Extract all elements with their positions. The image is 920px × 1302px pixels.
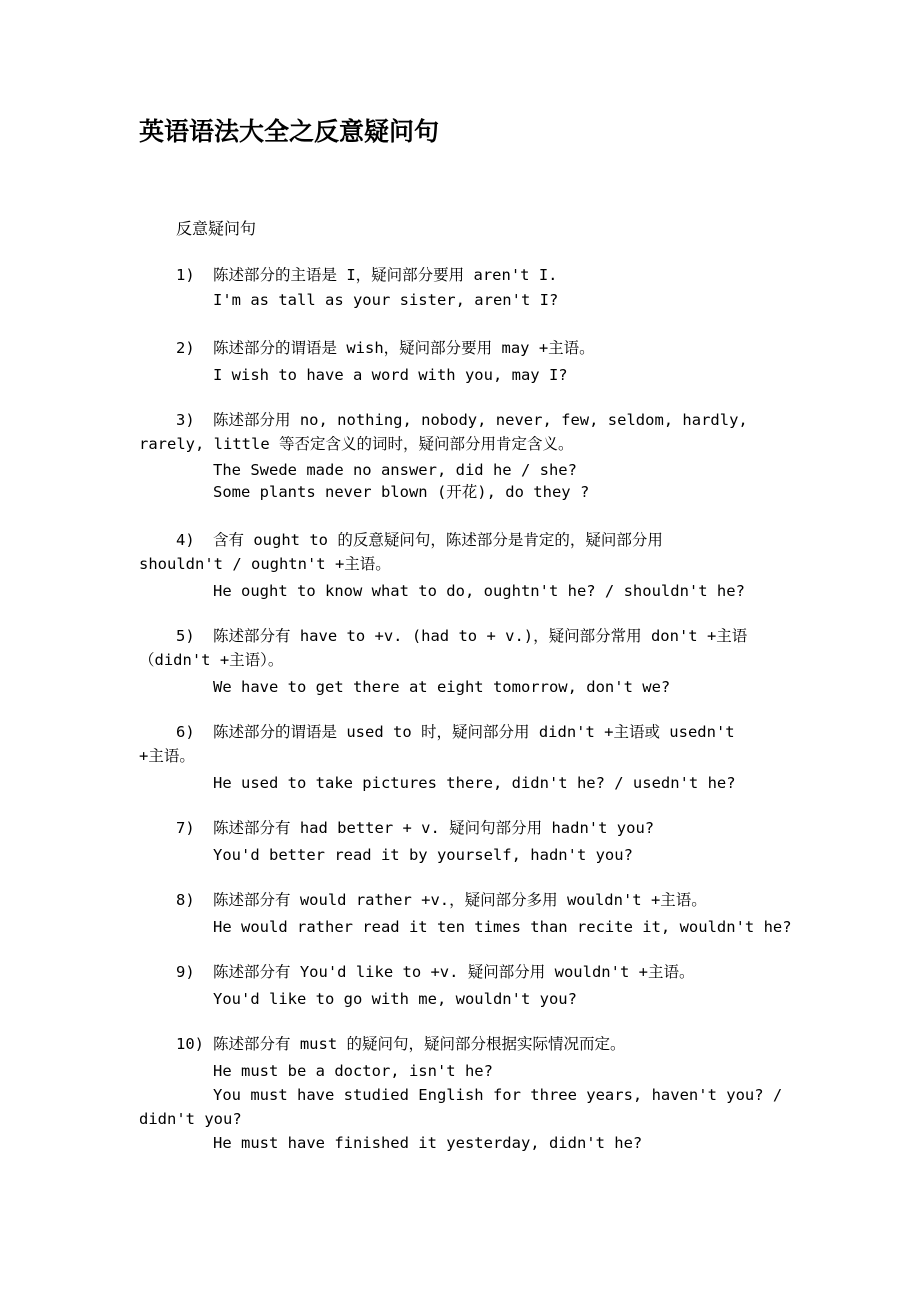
item-rule-text: 陈述部分有 would rather +v.，疑问部分多用 wouldn't +主语。 [213,891,707,909]
item-example: We have to get there at eight tomorrow, don't we? [213,678,671,696]
item-rule-text: 陈述部分的谓语是 used to 时，疑问部分用 didn't +主语或 usedn't [213,723,735,741]
item-example: The Swede made no answer, did he / she? [213,461,577,479]
item-example: He would rather read it ten times than recite it, wouldn't he? [213,918,792,936]
item-example: Some plants never blown (开花), do they ? [213,483,590,501]
section-heading: 反意疑问句 [176,219,257,238]
item-number: 5) [176,627,195,645]
item-rule-text: 陈述部分有 have to +v. (had to + v.)，疑问部分常用 don't +主语 [213,627,748,645]
item-example: You'd better read it by yourself, hadn't you? [213,846,633,864]
item-rule-text: （didn't +主语）。 [139,651,284,669]
item-rule-text: 陈述部分的主语是 I，疑问部分要用 aren't I. [213,266,558,284]
item-rule-text: shouldn't / oughtn't +主语。 [139,555,391,573]
item-rule-text: 陈述部分有 had better + v. 疑问句部分用 hadn't you? [213,819,655,837]
item-example: didn't you? [139,1110,242,1128]
item-number: 6) [176,723,195,741]
item-example: You'd like to go with me, wouldn't you? [213,990,577,1008]
item-rule-text: 陈述部分有 must 的疑问句，疑问部分根据实际情况而定。 [213,1035,626,1053]
page-title: 英语语法大全之反意疑问句 [139,117,440,146]
item-rule-text: 含有 ought to 的反意疑问句，陈述部分是肯定的，疑问部分用 [213,531,663,549]
item-number: 1) [176,266,195,284]
item-number: 2) [176,339,195,357]
item-number: 8) [176,891,195,909]
item-number: 7) [176,819,195,837]
item-example: He must be a doctor, isn't he? [213,1062,493,1080]
item-example: He must have finished it yesterday, didn't he? [213,1134,643,1152]
item-example: He used to take pictures there, didn't he? / usedn't he? [213,774,736,792]
item-rule-text: 陈述部分的谓语是 wish，疑问部分要用 may +主语。 [213,339,595,357]
item-example: I wish to have a word with you, may I? [213,366,568,384]
item-rule-text: rarely, little 等否定含义的词时，疑问部分用肯定含义。 [139,435,574,453]
item-number: 9) [176,963,195,981]
item-example: I'm as tall as your sister, aren't I? [213,291,559,309]
item-rule-text: 陈述部分用 no, nothing, nobody, never, few, seldom, hardly, [213,411,748,429]
item-example: He ought to know what to do, oughtn't he? / shouldn't he? [213,582,745,600]
item-number: 3) [176,411,195,429]
item-rule-text: 陈述部分有 You'd like to +v. 疑问部分用 wouldn't +主语。 [213,963,695,981]
item-example: You must have studied English for three years, haven't you? / [213,1086,783,1104]
item-number: 4) [176,531,195,549]
item-rule-text: +主语。 [139,747,195,765]
item-number: 10) [176,1035,204,1053]
